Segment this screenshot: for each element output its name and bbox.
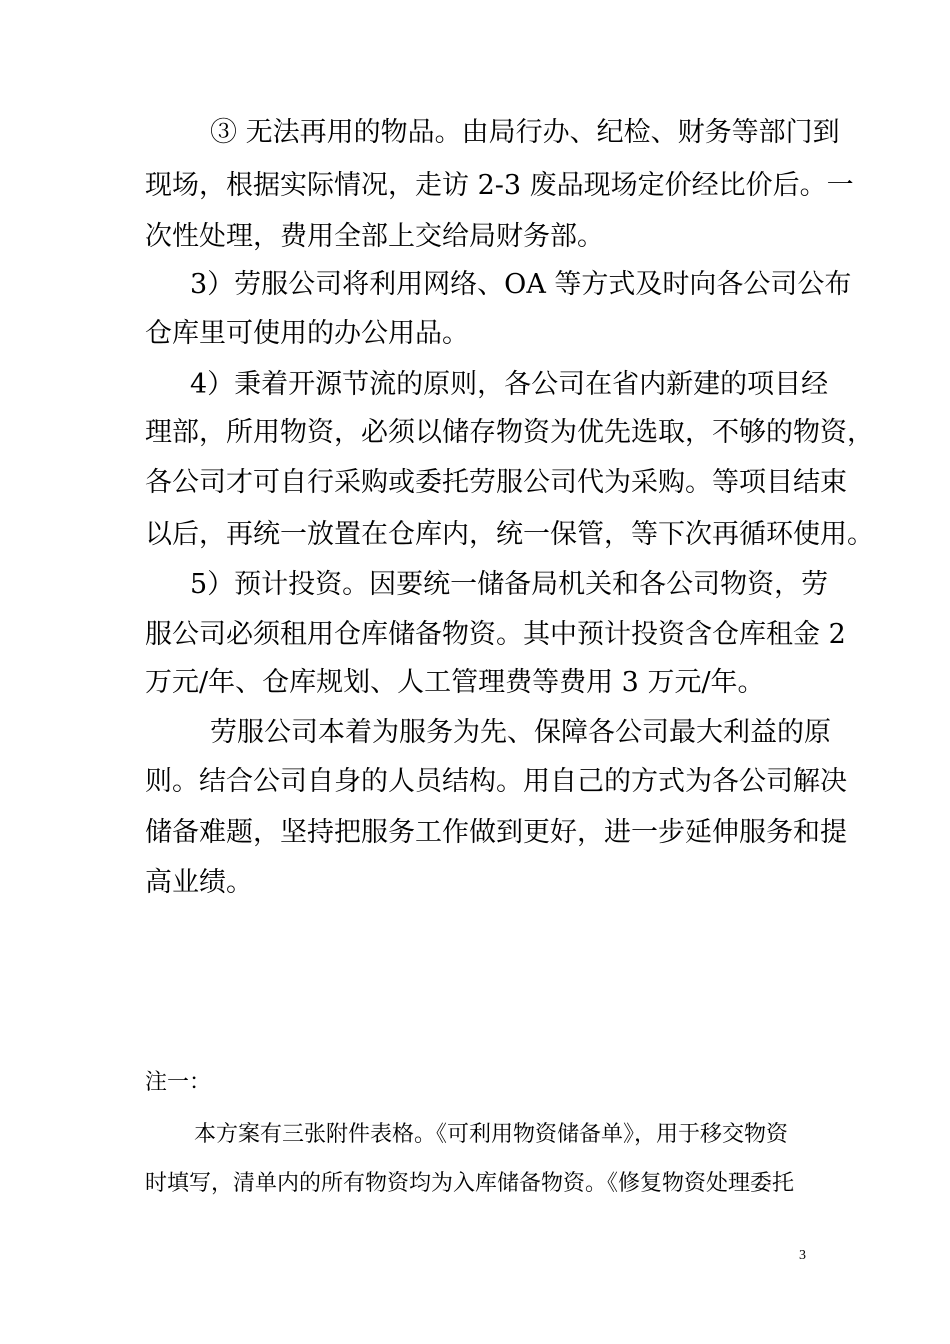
paragraph-line: 则。结合公司自身的人员结构。用自己的方式为各公司解决 — [145, 766, 847, 797]
paragraph-line: 5）预计投资。因要统一储备局机关和各公司物资，劳 — [190, 569, 829, 600]
paragraph-line: 以后，再统一放置在仓库内，统一保管，等下次再循环使用。 — [145, 519, 874, 550]
paragraph-line: 服公司必须租用仓库储备物资。其中预计投资含仓库租金 2 — [145, 619, 846, 650]
page-number: 3 — [799, 1248, 806, 1263]
paragraph-line: 4）秉着开源节流的原则，各公司在省内新建的项目经 — [190, 369, 829, 400]
note-line: 时填写，清单内的所有物资均为入库储备物资。《修复物资处理委托 — [145, 1171, 795, 1196]
paragraph-line: 仓库里可使用的办公用品。 — [145, 318, 469, 349]
paragraph-line: 现场，根据实际情况，走访 2-3 废品现场定价经比价后。一 — [145, 170, 854, 201]
paragraph-line: ③ 无法再用的物品。由局行办、纪检、财务等部门到 — [210, 117, 840, 148]
paragraph-line: 各公司才可自行采购或委托劳服公司代为采购。等项目结束 — [145, 467, 847, 498]
paragraph-line: 高业绩。 — [145, 867, 253, 898]
paragraph-line: 储备难题，坚持把服务工作做到更好，进一步延伸服务和提 — [145, 817, 847, 848]
paragraph-line: 万元/年、仓库规划、人工管理费等费用 3 万元/年。 — [145, 667, 765, 698]
paragraph-line: 劳服公司本着为服务为先、保障各公司最大利益的原 — [210, 717, 831, 748]
note-title: 注一： — [145, 1070, 212, 1095]
paragraph-line: 次性处理，费用全部上交给局财务部。 — [145, 221, 604, 252]
paragraph-line: 3）劳服公司将利用网络、OA 等方式及时向各公司公布 — [190, 269, 852, 300]
paragraph-line: 理部，所用物资，必须以储存物资为优先选取，不够的物资， — [145, 417, 874, 448]
note-line: 本方案有三张附件表格。《可利用物资储备单》，用于移交物资 — [194, 1122, 789, 1147]
